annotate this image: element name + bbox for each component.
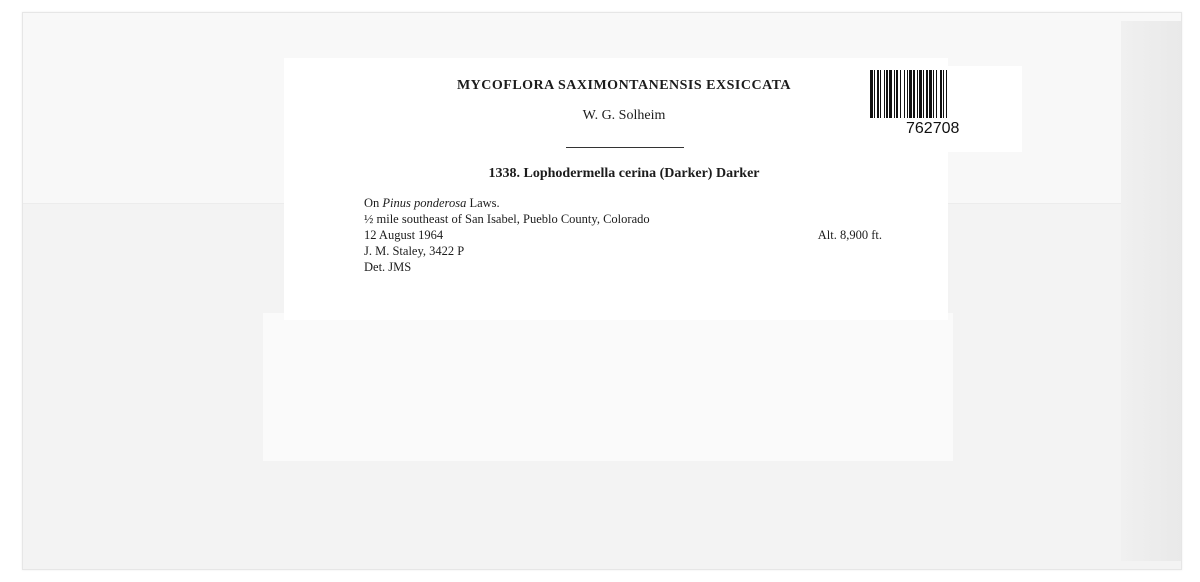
host-prefix: On bbox=[364, 196, 383, 210]
collection-author: W. G. Solheim bbox=[582, 108, 666, 123]
determiner-line: Det. JMS bbox=[364, 260, 412, 274]
collection-title: MYCOFLORA SAXIMONTANENSIS EXSICCATA bbox=[456, 78, 792, 93]
altitude: Alt. 8,900 ft. bbox=[817, 228, 882, 242]
locality-line: ½ mile southeast of San Isabel, Pueblo County, Colorado bbox=[364, 212, 650, 226]
collection-date: 12 August 1964 bbox=[364, 228, 444, 242]
host-line bbox=[364, 195, 884, 211]
barcode-image bbox=[868, 70, 1016, 118]
species-name: 1338. Lophodermella cerina (Darker) Darker bbox=[488, 166, 760, 181]
divider-rule bbox=[566, 147, 684, 148]
label-details bbox=[364, 195, 884, 275]
catalog-number: 762708 bbox=[906, 120, 960, 137]
barcode-label bbox=[862, 66, 1022, 152]
show-through-sheet bbox=[263, 313, 953, 461]
envelope-fold bbox=[1121, 21, 1181, 561]
collector-line: J. M. Staley, 3422 P bbox=[364, 244, 465, 258]
host-name: Pinus ponderosa bbox=[382, 196, 467, 210]
host-suffix: Laws. bbox=[466, 196, 500, 210]
specimen-label bbox=[284, 58, 948, 320]
date-line bbox=[364, 227, 884, 243]
